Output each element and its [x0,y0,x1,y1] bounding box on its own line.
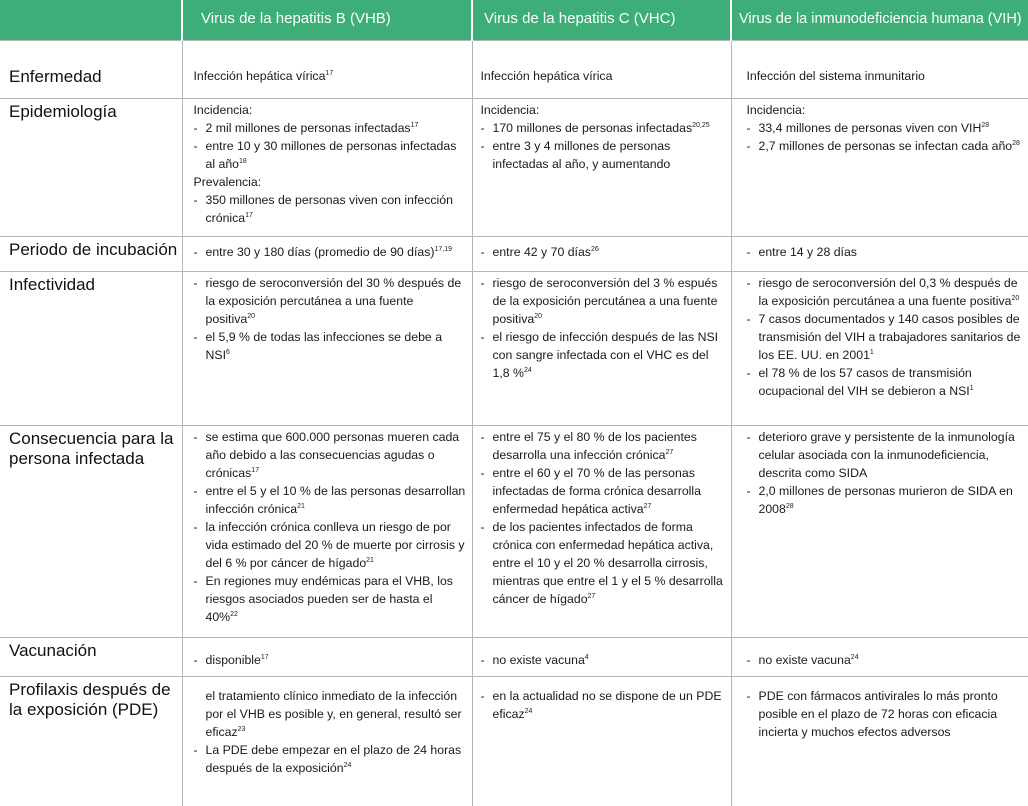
footnote-ref: 21 [297,502,305,510]
list-item [194,191,466,227]
bullet-dash: - [480,688,485,703]
list-item [194,482,466,518]
footnote-ref: 22 [230,610,238,618]
list-item [194,328,466,364]
list-item [747,274,1023,310]
item-text [206,191,466,227]
bullet-dash: - [480,275,485,290]
item-text-content: PDE con fármacos antivirales lo más pronto posible en el plazo de 72 horas con eficacia incierta y muchos efectos adversos [758,688,998,739]
item-text [481,67,725,85]
item-text [493,687,725,723]
footnote-ref: 27 [643,502,652,510]
list-item [194,741,466,777]
footnote-ref: 17 [245,211,253,219]
bullet-dash: - [480,138,485,153]
cell-vhb [182,637,472,676]
row-header: Enfermedad [0,40,182,98]
item-text-content: Incidencia: [746,102,806,117]
item-text [194,173,466,191]
item-text-content: 33,4 millones de personas viven con VIH [758,120,982,135]
header-vhc: Virus de la hepatitis C (VHC) [472,0,731,40]
item-text-content: 2 mil millones de personas infectadas [205,120,411,135]
item-text-content: entre el 60 y el 70 % de las personas infectadas de forma crónica desarrolla enfermedad hepática activa [492,465,701,516]
item-text [493,518,725,608]
list-item [747,687,1023,741]
list-item [481,428,725,464]
item-text [493,428,725,464]
list-item [194,687,466,741]
bullet-dash: - [746,688,751,703]
item-text-content: no existe vacuna [758,652,851,667]
list-item [481,687,725,723]
footnote-ref: 4 [584,653,589,661]
bullet-dash: - [193,120,198,135]
item-text [206,428,466,482]
item-text [759,428,1023,482]
bullet-dash: - [480,465,485,480]
list-item [194,518,466,572]
bullet-dash: - [193,429,198,444]
bullet-dash: - [480,519,485,534]
item-text-content: Infección hepática vírica [193,68,326,83]
item-text-content: En regiones muy endémicas para el VHB, los riesgos asociados pueden ser de hasta el 40% [205,573,453,624]
table-row [0,676,1028,806]
item-text [493,274,725,328]
item-text [194,101,466,119]
list-item [194,101,466,119]
footnote-ref: 24 [343,761,352,769]
list-item [747,364,1023,400]
bullet-dash: - [746,120,751,135]
item-text [493,328,725,382]
bullet-dash: - [746,365,751,380]
item-text [759,274,1023,310]
cell-vhc [472,271,731,425]
list-item [194,651,466,669]
cell-vih [731,236,1028,271]
item-text [206,572,466,626]
item-text-content: la infección crónica conlleva un riesgo de por vida estimado del 20 % de muerte por cirrosis y del 6 % por cáncer de hígado [205,519,465,570]
list-item [194,67,466,85]
item-text-content: de los pacientes infectados de forma crónica con enfermedad hepática activa, entre el 10 y el 20 % desarrolla cirrosis, mientras que entre el 1 y el 5 % desarrolla cáncer de hígado [492,519,723,606]
cell-vhc [472,236,731,271]
list-item [194,572,466,626]
footnote-ref: 20 [1011,294,1020,302]
list-item [481,119,725,137]
item-text-content: el tratamiento clínico inmediato de la infección por el VHB es posible y, en general, resultó ser eficaz [205,688,462,739]
footnote-ref: 28 [981,121,990,129]
list-item [481,274,725,328]
cell-vih [731,425,1028,637]
item-text [747,101,1023,119]
item-text-content: disponible [205,652,261,667]
bullet-dash: - [746,483,751,498]
footnote-ref: 6 [226,348,230,356]
item-text [493,137,725,173]
header-empty [0,0,182,40]
item-text [759,364,1023,400]
item-text-content: Incidencia: [480,102,540,117]
item-text-content: entre 42 y 70 días [492,244,591,259]
table-row [0,425,1028,637]
bullet-dash: - [480,244,485,259]
list-item [481,518,725,608]
footnote-ref: 17 [260,653,269,661]
item-text [206,328,466,364]
item-text-content: riesgo de seroconversión del 3 % espués de la exposición percutánea a una fuente positiva [492,275,718,326]
table-row [0,271,1028,425]
bullet-dash: - [480,429,485,444]
cell-vhc [472,637,731,676]
cell-vhb [182,40,472,98]
item-text [759,482,1023,518]
bullet-dash: - [193,329,198,344]
item-text-content: se estima que 600.000 personas mueren cada año debido a las consecuencias agudas o crónicas [205,429,460,480]
footnote-ref: 17,19 [434,245,453,253]
cell-vhb [182,236,472,271]
cell-vih [731,271,1028,425]
item-text-content: Incidencia: [193,102,253,117]
bullet-dash: - [746,429,751,444]
table-row [0,637,1028,676]
list-item [194,243,466,261]
bullet-dash: - [193,652,198,667]
row-header: Vacunación [0,637,182,676]
footnote-ref: 20 [534,312,542,320]
bullet-dash [194,687,206,741]
bullet-dash: - [480,329,485,344]
item-text [206,274,466,328]
bullet-dash: - [193,519,198,534]
item-text [759,687,1023,741]
footnote-ref: 26 [590,245,599,253]
item-text [493,464,725,518]
cell-vih [731,637,1028,676]
list-item [747,428,1023,482]
table-row [0,236,1028,271]
item-text-content: 170 millones de personas infectadas [492,120,693,135]
item-text [206,119,466,137]
footnote-ref: 21 [366,556,374,564]
list-item [747,67,1023,85]
item-text [759,651,1023,669]
item-text [206,741,466,777]
bullet-dash: - [193,192,198,207]
footnote-ref: 24 [523,366,532,374]
item-text-content: 7 casos documentados y 140 casos posibles de transmisión del VIH a trabajadores sanitarios de los EE. UU. en 2001 [758,311,1021,362]
table-row [0,40,1028,98]
item-text-content: entre el 5 y el 10 % de las personas desarrollan infección crónica [205,483,466,516]
list-item [194,173,466,191]
bullet-dash: - [746,652,751,667]
item-text [493,651,725,669]
bullet-dash: - [193,573,198,588]
item-text-content: en la actualidad no se dispone de un PDE eficaz [492,688,722,721]
item-text [206,137,466,173]
footnote-ref: 20,25 [692,121,710,129]
item-text-content: Infección del sistema inmunitario [746,68,925,83]
list-item [194,119,466,137]
bullet-dash: - [746,244,751,259]
list-item [747,482,1023,518]
cell-vhc [472,676,731,806]
item-text-content: entre 14 y 28 días [758,244,857,259]
list-item [481,67,725,85]
footnote-ref: 1 [869,348,874,356]
bullet-dash: - [746,275,751,290]
list-item [194,137,466,173]
item-text [481,101,725,119]
row-header: Profilaxis después de la exposición (PDE) [0,676,182,806]
row-header: Epidemiología [0,98,182,236]
footnote-ref: 1 [969,384,974,392]
item-text-content: Prevalencia: [193,174,262,189]
cell-vhc [472,98,731,236]
item-text [759,310,1023,364]
cell-vih [731,676,1028,806]
list-item [194,274,466,328]
list-item [747,137,1023,155]
item-text-content: el riesgo de infección después de las NSI con sangre infectada con el VHC es del 1,8 % [492,329,719,380]
cell-vhc [472,425,731,637]
footnote-ref: 23 [237,725,246,733]
list-item [481,243,725,261]
cell-vhc [472,40,731,98]
bullet-dash: - [746,138,751,153]
table-row [0,98,1028,236]
bullet-dash: - [193,275,198,290]
item-text-content: entre el 75 y el 80 % de los pacientes desarrolla una infección crónica [492,429,697,462]
item-text-content: riesgo de seroconversión del 30 % después de la exposición percutánea a una fuente positiva [205,275,462,326]
item-text-content: el 5,9 % de todas las infecciones se debe a NSI [205,329,443,362]
list-item [194,428,466,482]
list-item [481,101,725,119]
bullet-dash: - [193,138,198,153]
item-text [206,651,466,669]
item-text [747,67,1023,85]
item-text [759,119,1023,137]
row-header: Infectividad [0,271,182,425]
footnote-ref: 28 [1012,139,1020,147]
item-text-content: no existe vacuna [492,652,585,667]
bullet-dash: - [480,120,485,135]
footnote-ref: 17 [325,69,334,77]
header-vih: Virus de la inmunodeficiencia humana (VIH) [731,0,1028,40]
cell-vih [731,98,1028,236]
item-text [759,137,1023,155]
item-text-content: La PDE debe empezar en el plazo de 24 horas después de la exposición [205,742,462,775]
list-item [481,651,725,669]
cell-vhb [182,676,472,806]
footnote-ref: 20 [247,312,255,320]
item-text [206,482,466,518]
item-text-content: entre 10 y 30 millones de personas infectadas al año [205,138,457,171]
footnote-ref: 18 [239,157,247,165]
bullet-dash: - [193,483,198,498]
header-vhb: Virus de la hepatitis B (VHB) [182,0,472,40]
item-text-content: entre 3 y 4 millones de personas infectadas al año, y aumentando [492,138,671,171]
item-text-content: 2,0 millones de personas murieron de SIDA en 2008 [758,483,1013,516]
item-text [206,518,466,572]
item-text [759,243,1023,261]
footnote-ref: 17 [251,466,260,474]
item-text-content: riesgo de seroconversión del 0,3 % después de la exposición percutánea a una fuente positiva [758,275,1018,308]
bullet-dash: - [193,742,198,757]
footnote-ref: 28 [785,502,794,510]
list-item [747,651,1023,669]
item-text [206,243,466,261]
item-text-content: 350 millones de personas viven con infección crónica [205,192,453,225]
list-item [747,119,1023,137]
footnote-ref: 27 [587,592,596,600]
list-item [481,137,725,173]
footnote-ref: 17 [410,121,419,129]
item-text [493,243,725,261]
row-header: Periodo de incubación [0,236,182,271]
table-header [0,0,1028,40]
footnote-ref: 24 [850,653,859,661]
bullet-dash: - [746,311,751,326]
cell-vih [731,40,1028,98]
cell-vhb [182,425,472,637]
table-body [0,40,1028,806]
item-text [194,67,466,85]
footnote-ref: 27 [665,448,674,456]
bullet-dash: - [193,244,198,259]
item-text-content: Infección hepática vírica [480,68,613,83]
list-item [747,101,1023,119]
cell-vhb [182,271,472,425]
footnote-ref: 24 [524,707,533,715]
list-item [747,310,1023,364]
item-text [206,687,466,741]
item-text-content: 2,7 millones de personas se infectan cada año [758,138,1013,153]
item-text-content: el 78 % de los 57 casos de transmisión ocupacional del VIH se debieron a NSI [758,365,972,398]
row-header: Consecuencia para la persona infectada [0,425,182,637]
item-text [493,119,725,137]
list-item [481,464,725,518]
list-item [747,243,1023,261]
list-item [481,328,725,382]
item-text-content: entre 30 y 180 días (promedio de 90 días) [205,244,435,259]
bullet-dash: - [480,652,485,667]
item-text-content: deterioro grave y persistente de la inmunología celular asociada con la inmunodeficiencia, descrita como SIDA [758,429,1015,480]
cell-vhb [182,98,472,236]
